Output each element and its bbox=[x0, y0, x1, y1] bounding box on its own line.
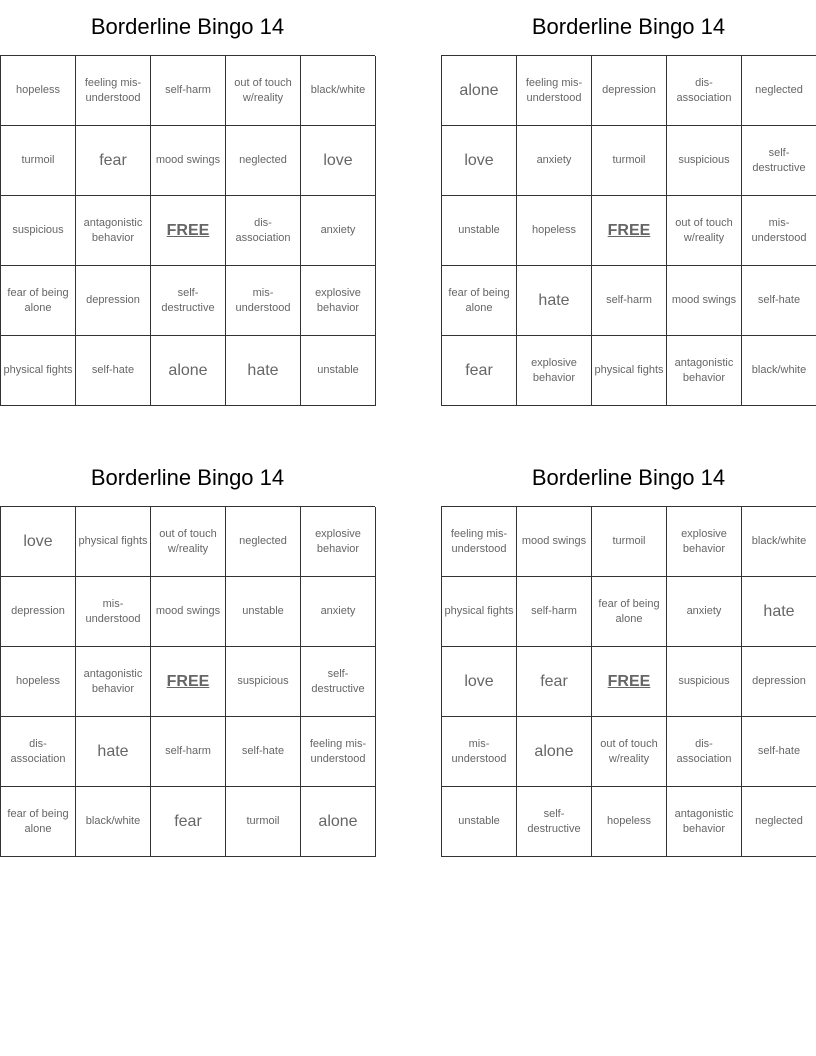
bingo-cell: mis- understood bbox=[742, 196, 816, 266]
bingo-cell: depression bbox=[592, 56, 667, 126]
bingo-cell: alone bbox=[151, 336, 226, 406]
card-title: Borderline Bingo 14 bbox=[531, 465, 726, 490]
bingo-cell: feeling mis- understood bbox=[517, 56, 592, 126]
bingo-cell: hopeless bbox=[1, 56, 76, 126]
bingo-cell: turmoil bbox=[1, 126, 76, 196]
bingo-cell: explosive behavior bbox=[301, 507, 376, 577]
card-title: Borderline Bingo 14 bbox=[90, 14, 285, 39]
bingo-cell: turmoil bbox=[592, 507, 667, 577]
bingo-cell: self-harm bbox=[592, 266, 667, 336]
bingo-cell: hate bbox=[76, 717, 151, 787]
bingo-cell: hate bbox=[226, 336, 301, 406]
bingo-card-2 bbox=[441, 10, 816, 406]
bingo-cell: dis- association bbox=[667, 56, 742, 126]
bingo-cell: antagonistic behavior bbox=[667, 336, 742, 406]
bingo-cell: black/white bbox=[742, 336, 816, 406]
bingo-cell: self-hate bbox=[226, 717, 301, 787]
bingo-cell: love bbox=[442, 126, 517, 196]
bingo-cell: explosive behavior bbox=[667, 507, 742, 577]
bingo-cell: fear of being alone bbox=[592, 577, 667, 647]
bingo-cell: self-hate bbox=[742, 266, 816, 336]
bingo-cell: fear bbox=[517, 647, 592, 717]
bingo-cell: unstable bbox=[301, 336, 376, 406]
bingo-card-3 bbox=[0, 461, 375, 857]
bingo-cell: alone bbox=[301, 787, 376, 857]
bingo-cell: black/white bbox=[301, 56, 376, 126]
bingo-cell: alone bbox=[442, 56, 517, 126]
bingo-cell: mis- understood bbox=[442, 717, 517, 787]
bingo-cell: turmoil bbox=[592, 126, 667, 196]
bingo-grid bbox=[0, 506, 375, 857]
bingo-cell: mis- understood bbox=[226, 266, 301, 336]
bingo-cell: love bbox=[442, 647, 517, 717]
bingo-cell: suspicious bbox=[667, 126, 742, 196]
free-space: FREE bbox=[151, 647, 226, 717]
bingo-cell: out of touch w/reality bbox=[667, 196, 742, 266]
bingo-cell: suspicious bbox=[667, 647, 742, 717]
bingo-cell: love bbox=[301, 126, 376, 196]
bingo-card-4 bbox=[441, 461, 816, 857]
bingo-cell: explosive behavior bbox=[301, 266, 376, 336]
bingo-cell: physical fights bbox=[592, 336, 667, 406]
bingo-cell: mood swings bbox=[151, 577, 226, 647]
bingo-cell: depression bbox=[1, 577, 76, 647]
bingo-cell: fear bbox=[442, 336, 517, 406]
bingo-cell: suspicious bbox=[1, 196, 76, 266]
bingo-cell: hopeless bbox=[517, 196, 592, 266]
bingo-cell: self-harm bbox=[151, 717, 226, 787]
bingo-cell: black/white bbox=[76, 787, 151, 857]
bingo-cell: love bbox=[1, 507, 76, 577]
bingo-cell: hopeless bbox=[592, 787, 667, 857]
bingo-card-1 bbox=[0, 10, 375, 406]
bingo-cell: mood swings bbox=[517, 507, 592, 577]
free-space: FREE bbox=[151, 196, 226, 266]
bingo-cell: depression bbox=[742, 647, 816, 717]
bingo-cell: antagonistic behavior bbox=[667, 787, 742, 857]
bingo-cell: self- destructive bbox=[517, 787, 592, 857]
bingo-cell: unstable bbox=[226, 577, 301, 647]
bingo-cell: neglected bbox=[742, 787, 816, 857]
bingo-grid bbox=[0, 55, 375, 406]
bingo-cell: suspicious bbox=[226, 647, 301, 717]
bingo-cell: mis- understood bbox=[76, 577, 151, 647]
bingo-cell: out of touch w/reality bbox=[592, 717, 667, 787]
bingo-grid bbox=[441, 55, 816, 406]
bingo-cell: physical fights bbox=[1, 336, 76, 406]
bingo-cell: out of touch w/reality bbox=[151, 507, 226, 577]
bingo-cell: out of touch w/reality bbox=[226, 56, 301, 126]
bingo-cell: hate bbox=[742, 577, 816, 647]
bingo-cell: unstable bbox=[442, 196, 517, 266]
bingo-cell: alone bbox=[517, 717, 592, 787]
bingo-cell: anxiety bbox=[301, 577, 376, 647]
bingo-cell: hate bbox=[517, 266, 592, 336]
bingo-cell: self- destructive bbox=[742, 126, 816, 196]
bingo-cell: neglected bbox=[226, 126, 301, 196]
bingo-cell: antagonistic behavior bbox=[76, 647, 151, 717]
bingo-cell: fear of being alone bbox=[1, 787, 76, 857]
bingo-cell: dis- association bbox=[1, 717, 76, 787]
bingo-cell: anxiety bbox=[667, 577, 742, 647]
free-space: FREE bbox=[592, 647, 667, 717]
bingo-cell: fear of being alone bbox=[1, 266, 76, 336]
bingo-cell: antagonistic behavior bbox=[76, 196, 151, 266]
free-space: FREE bbox=[592, 196, 667, 266]
bingo-cell: fear bbox=[76, 126, 151, 196]
bingo-cell: anxiety bbox=[301, 196, 376, 266]
bingo-cell: fear of being alone bbox=[442, 266, 517, 336]
bingo-cell: mood swings bbox=[151, 126, 226, 196]
bingo-grid bbox=[441, 506, 816, 857]
bingo-cell: depression bbox=[76, 266, 151, 336]
bingo-cell: self- destructive bbox=[151, 266, 226, 336]
card-title: Borderline Bingo 14 bbox=[90, 465, 285, 490]
bingo-cell: fear bbox=[151, 787, 226, 857]
bingo-cell: self- destructive bbox=[301, 647, 376, 717]
bingo-cell: feeling mis- understood bbox=[76, 56, 151, 126]
bingo-cell: feeling mis- understood bbox=[301, 717, 376, 787]
bingo-cell: dis- association bbox=[667, 717, 742, 787]
bingo-cell: hopeless bbox=[1, 647, 76, 717]
bingo-cell: mood swings bbox=[667, 266, 742, 336]
bingo-cell: self-harm bbox=[517, 577, 592, 647]
bingo-cell: turmoil bbox=[226, 787, 301, 857]
bingo-cell: explosive behavior bbox=[517, 336, 592, 406]
bingo-cell: black/white bbox=[742, 507, 816, 577]
bingo-cell: self-hate bbox=[742, 717, 816, 787]
bingo-cell: feeling mis- understood bbox=[442, 507, 517, 577]
bingo-cell: anxiety bbox=[517, 126, 592, 196]
card-title: Borderline Bingo 14 bbox=[531, 14, 726, 39]
bingo-cell: physical fights bbox=[442, 577, 517, 647]
bingo-cell: physical fights bbox=[76, 507, 151, 577]
bingo-cell: unstable bbox=[442, 787, 517, 857]
bingo-cell: neglected bbox=[742, 56, 816, 126]
bingo-cell: self-harm bbox=[151, 56, 226, 126]
bingo-cell: dis- association bbox=[226, 196, 301, 266]
bingo-cell: self-hate bbox=[76, 336, 151, 406]
bingo-cell: neglected bbox=[226, 507, 301, 577]
